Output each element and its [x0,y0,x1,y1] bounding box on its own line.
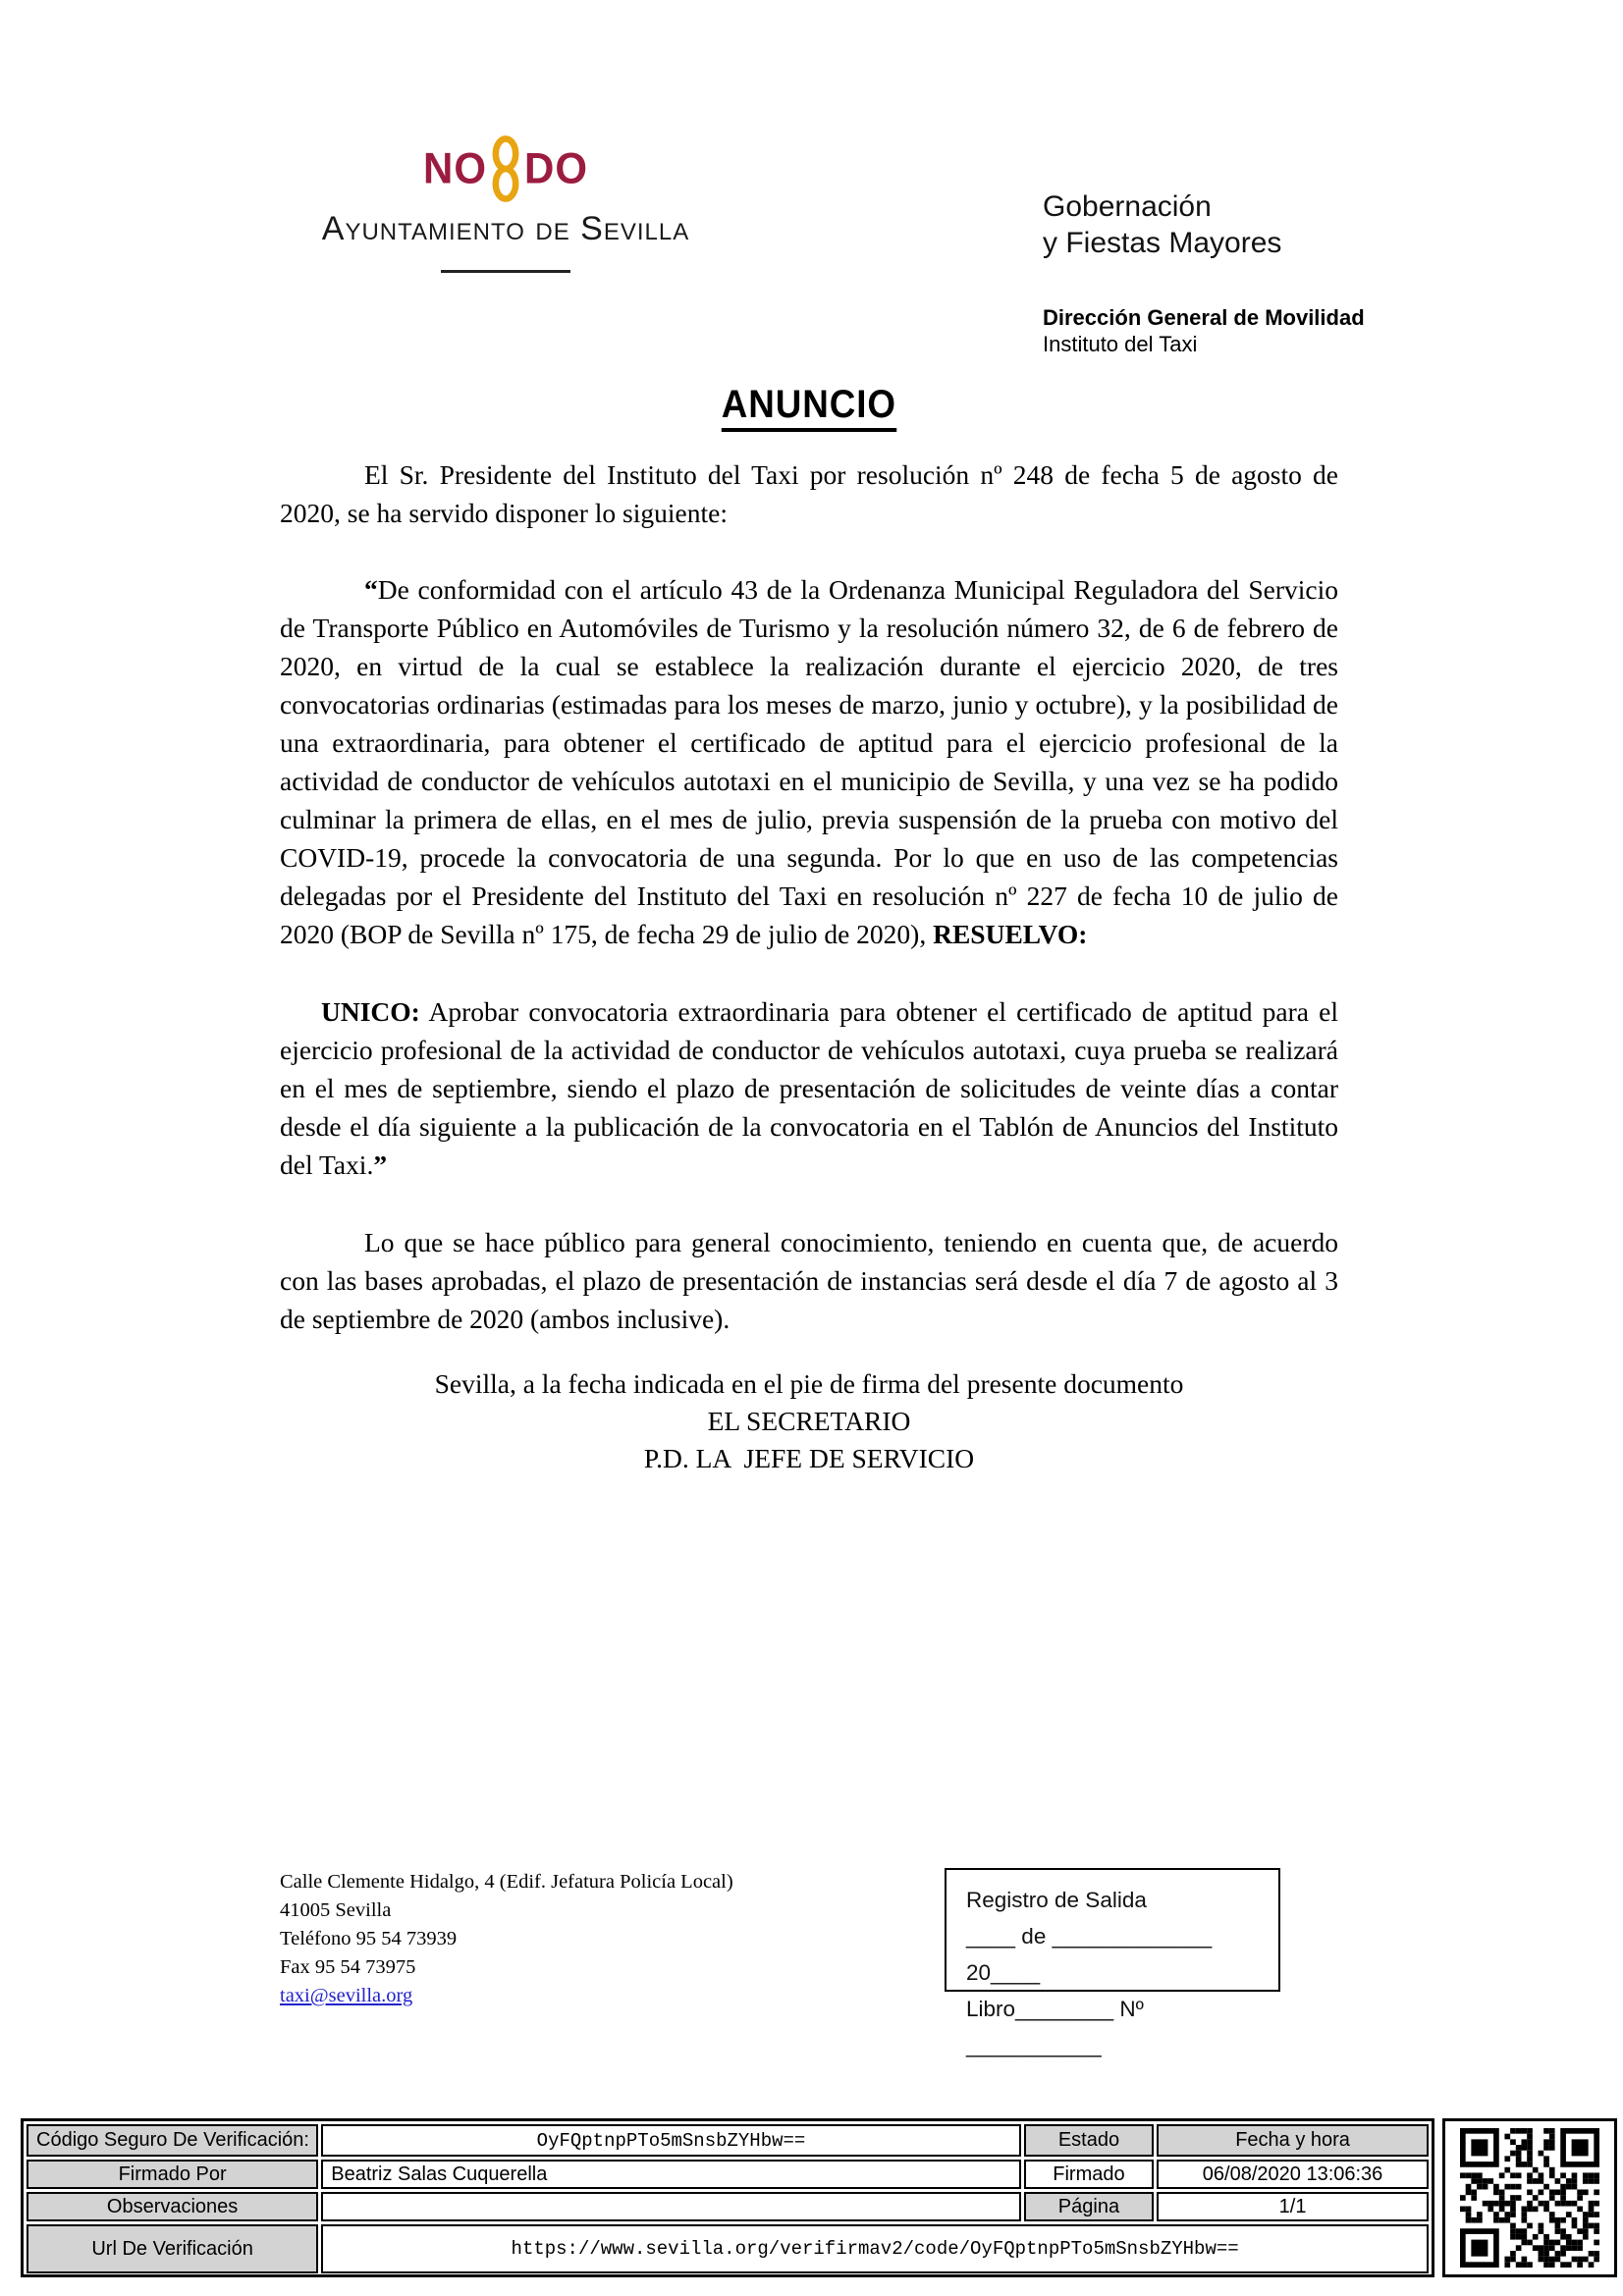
city-council-name: Ayuntamiento de Sevilla [321,210,690,247]
url-value[interactable]: https://www.sevilla.org/verifirmav2/code/OyFQptnpPTo5mSnsbZYHbw== [321,2224,1429,2273]
signature-role-service-chief: P.D. LA JEFE DE SERVICIO [643,1443,975,1473]
contact-city: 41005 Sevilla [280,1899,392,1921]
firmado-value: Beatriz Salas Cuquerella [321,2160,1021,2189]
registro-title: Registro de Salida [966,1888,1147,1912]
registro-date-line: ____ de _____________ 20____ [966,1924,1213,1985]
nosdo-no-text: NO [423,143,487,193]
paragraph-intro: El Sr. Presidente del Instituto del Taxi por resolución nº 248 de fecha 5 de agosto de 2020, se ha servido disponer lo siguiente: [280,459,1338,528]
csv-label: Código Seguro De Verificación: [27,2124,318,2157]
open-quote: “ [364,574,378,605]
madeja-figure-eight-icon [490,133,521,204]
unico-text: Aprobar convocatoria extraordinaria para obtener el certificado de aptitud para el ejercicio profesional de la actividad de conductor de vehículos autotaxi, cuya prueba se realizará en el mes de septiembre, siendo el plazo de presentación de solicitudes de veinte días a contar desde el día siguiente a la publicación de la convocatoria en el Tablón de Anuncios del Instituto del Taxi. [280,996,1338,1180]
table-row [27,2124,1429,2157]
department-header [1043,188,1365,357]
contact-email-link[interactable]: taxi@sevilla.org [280,1985,413,2006]
verification-table [21,2118,1434,2277]
table-row [27,2192,1429,2221]
fecha-value: 06/08/2020 13:06:36 [1157,2160,1429,2189]
contact-fax: Fax 95 54 73975 [280,1956,416,1978]
fecha-header: Fecha y hora [1157,2124,1429,2157]
paragraph-public-notice: Lo que se hace público para general conocimiento, teniendo en cuenta que, de acuerdo con las bases aprobadas, el plazo de presentación de instancias será desde el día 7 de agosto al 3 de septiembre de 2020 (ambos inclusive). [280,1227,1338,1334]
paragraph-resolution [280,570,1338,953]
signature-place-line: Sevilla, a la fecha indicada en el pie de firma del presente documento [434,1368,1184,1399]
document-body [280,383,1338,1477]
observaciones-label: Observaciones [27,2192,318,2221]
registro-libro-line: Libro________ Nº ___________ [966,1997,1144,2057]
nosdo-emblem [295,130,717,208]
contact-address: Calle Clemente Hidalgo, 4 (Edif. Jefatura Policía Local) [280,1871,733,1893]
department-line2: y Fiestas Mayores [1043,227,1282,259]
csv-value: OyFQptnpPTo5mSnsbZYHbw== [321,2124,1021,2157]
url-label: Url De Verificación [27,2224,318,2273]
table-row [27,2160,1429,2189]
pagina-label: Página [1024,2192,1154,2221]
logo-divider-rule [441,270,570,273]
unico-keyword: UNICO: [321,996,420,1027]
qr-code [1460,2128,1599,2268]
institute-name: Instituto del Taxi [1043,332,1198,356]
close-quote: ” [373,1149,388,1180]
department-line1: Gobernación [1043,190,1212,223]
table-row [27,2224,1429,2273]
estado-value: Firmado [1024,2160,1154,2189]
pagina-value: 1/1 [1157,2192,1429,2221]
page-title: ANUNCIO [722,383,896,432]
seville-council-logo [295,130,717,273]
contact-block [280,1868,733,2010]
firmado-label: Firmado Por [27,2160,318,2189]
paragraph-unico [280,992,1338,1184]
resolution-text: De conformidad con el artículo 43 de la Ordenanza Municipal Reguladora del Servicio de Transporte Público en Automóviles de Turismo y la resolución número 32, de 6 de febrero de 2020, en virtud de la cual se establece la realización durante el ejercicio 2020, de tres convocatorias ordinarias (estimadas para los meses de marzo, junio y octubre), y la posibilidad de una extraordinaria, para obtener el certificado de aptitud para el ejercicio profesional de la actividad de conductor de vehículos autotaxi en el municipio de Sevilla, y una vez se ha podido culminar la primera de ellas, en el mes de julio, previa suspensión de la prueba con motivo del COVID-19, procede la convocatoria de una segunda. Por lo que en uso de las competencias delegadas por el Presidente del Instituto del Taxi en resolución nº 227 de fecha 10 de julio de 2020 (BOP de Sevilla nº 175, de fecha 29 de julio de 2020), [280,574,1338,949]
direction-general: Dirección General de Movilidad [1043,305,1365,330]
signature-role-secretary: EL SECRETARIO [707,1406,911,1436]
estado-header: Estado [1024,2124,1154,2157]
qr-code-box [1442,2118,1617,2277]
registro-salida-box [945,1868,1280,2057]
contact-phone: Teléfono 95 54 73939 [280,1928,458,1949]
resuelvo-keyword: RESUELVO: [933,919,1088,949]
observaciones-value [321,2192,1021,2221]
nosdo-do-text: DO [524,143,588,193]
